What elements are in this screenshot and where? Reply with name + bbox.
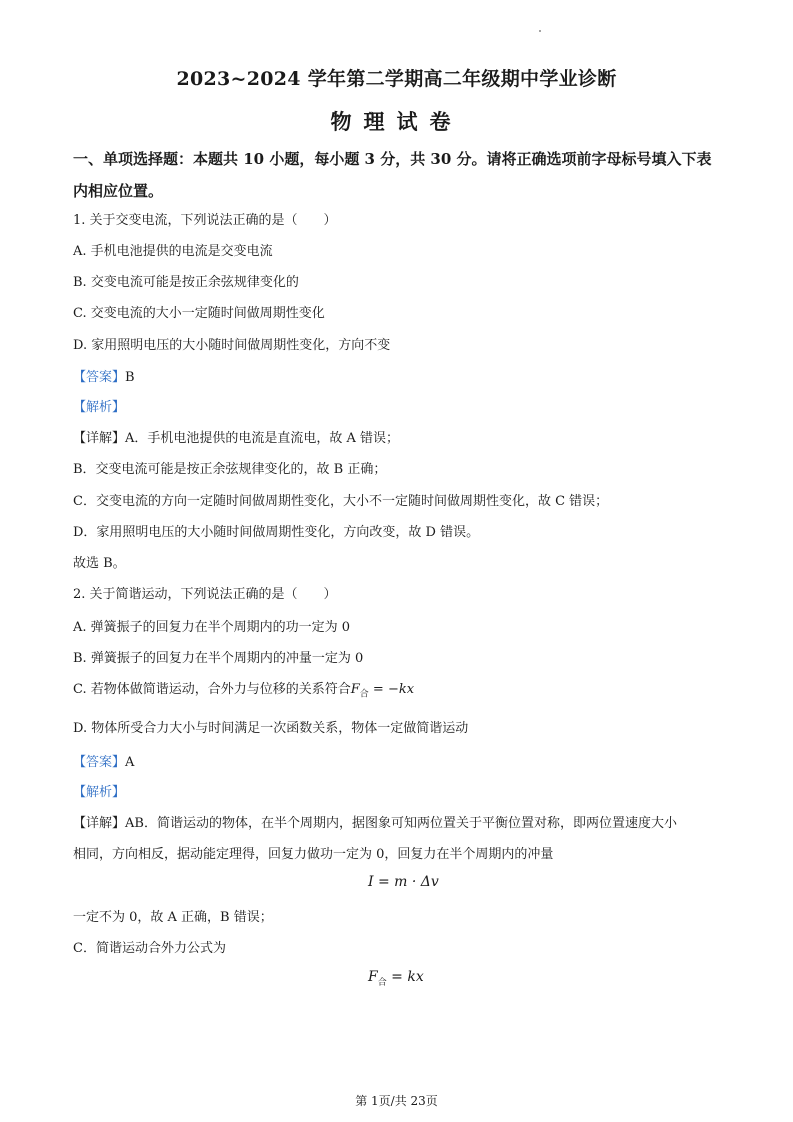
q2-option-c: C. 若物体做简谐运动，合外力与位移的关系符合: [73, 682, 351, 697]
q2-force-formula: [368, 969, 424, 988]
q2-formula-f: F: [350, 682, 360, 697]
q1-analysis-tag: 【解析】: [73, 400, 126, 415]
q2-option-a: A. 弹簧振子的回复力在半个周期内的功一定为 0: [73, 620, 351, 635]
q2-formula-rhs: = −kx: [368, 682, 415, 697]
q1-detail-d: D．家用照明电压的大小随时间做周期性变化，方向改变，故 D 错误。: [73, 525, 480, 540]
section-heading-line2: 内相应位置。: [73, 182, 164, 200]
scan-dot: [539, 30, 541, 32]
q2-answer-line: [73, 754, 134, 772]
q1-option-a: A. 手机电池提供的电流是交变电流: [73, 244, 273, 259]
q1-answer: B: [125, 370, 135, 385]
q2-stem: 2. 关于简谐运动，下列说法正确的是（ ）: [73, 587, 337, 602]
q2-option-d: D. 物体所受合力大小与时间满足一次函数关系，物体一定做简谐运动: [73, 721, 469, 736]
q1-stem: 1. 关于交变电流，下列说法正确的是（ ）: [73, 213, 337, 228]
q2-detail-tag: 【详解】: [73, 816, 126, 831]
q1-detail-c: C．交变电流的方向一定随时间做周期性变化，大小不一定随时间做周期性变化，故 C 错误；: [73, 494, 609, 509]
q1-option-d: D. 家用照明电压的大小随时间做周期性变化，方向不变: [73, 338, 391, 353]
q2-force-sub: 合: [377, 977, 387, 988]
q2-detail-ab-text1: AB．简谐运动的物体，在半个周期内，据图象可知两位置关于平衡位置对称，即两位置速度大小: [125, 816, 677, 831]
page-footer: 第 1页/共 23页: [355, 1094, 438, 1108]
page-title: 2023~2024 学年第二学期高二年级期中学业诊断: [176, 68, 617, 90]
q2-detail-ab-line1: [73, 815, 677, 833]
q2-impulse-formula: I = m · Δv: [368, 874, 439, 890]
q2-option-b: B. 弹簧振子的回复力在半个周期内的冲量一定为 0: [73, 651, 364, 666]
q1-answer-line: [73, 369, 135, 387]
q1-option-c: C. 交变电流的大小一定随时间做周期性变化: [73, 306, 325, 321]
q2-option-c-formula: [350, 682, 415, 700]
q2-option-c-line: [73, 681, 414, 704]
q2-answer: A: [125, 755, 135, 770]
q2-detail-ab-line3: 一定不为 0，故 A 正确，B 错误；: [73, 910, 273, 925]
q2-answer-tag: 【答案】: [73, 755, 126, 770]
q1-detail-a-line: [73, 430, 399, 448]
page-subtitle: 物理试卷: [330, 109, 463, 134]
q2-force-rhs: = kx: [386, 969, 424, 985]
q1-option-b: B. 交变电流可能是按正余弦规律变化的: [73, 275, 299, 290]
q2-force-f: F: [368, 969, 378, 985]
q2-analysis-tag: 【解析】: [73, 785, 126, 800]
section-heading-line1: 一、单项选择题：本题共 10 小题，每小题 3 分，共 30 分。请将正确选项前字母标号填入下表: [73, 150, 712, 168]
q2-detail-ab-line2: 相同，方向相反，据动能定理得，回复力做功一定为 0，回复力在半个周期内的冲量: [73, 847, 554, 862]
q1-detail-a: A．手机电池提供的电流是直流电，故 A 错误；: [125, 431, 400, 446]
q1-conclusion: 故选 B。: [73, 556, 126, 571]
q1-detail-b: B．交变电流可能是按正余弦规律变化的，故 B 正确；: [73, 462, 387, 477]
q1-answer-tag: 【答案】: [73, 370, 126, 385]
q2-formula-sub: 合: [359, 689, 369, 700]
q1-detail-tag: 【详解】: [73, 431, 126, 446]
q2-detail-c: C．简谐运动合外力公式为: [73, 941, 226, 956]
